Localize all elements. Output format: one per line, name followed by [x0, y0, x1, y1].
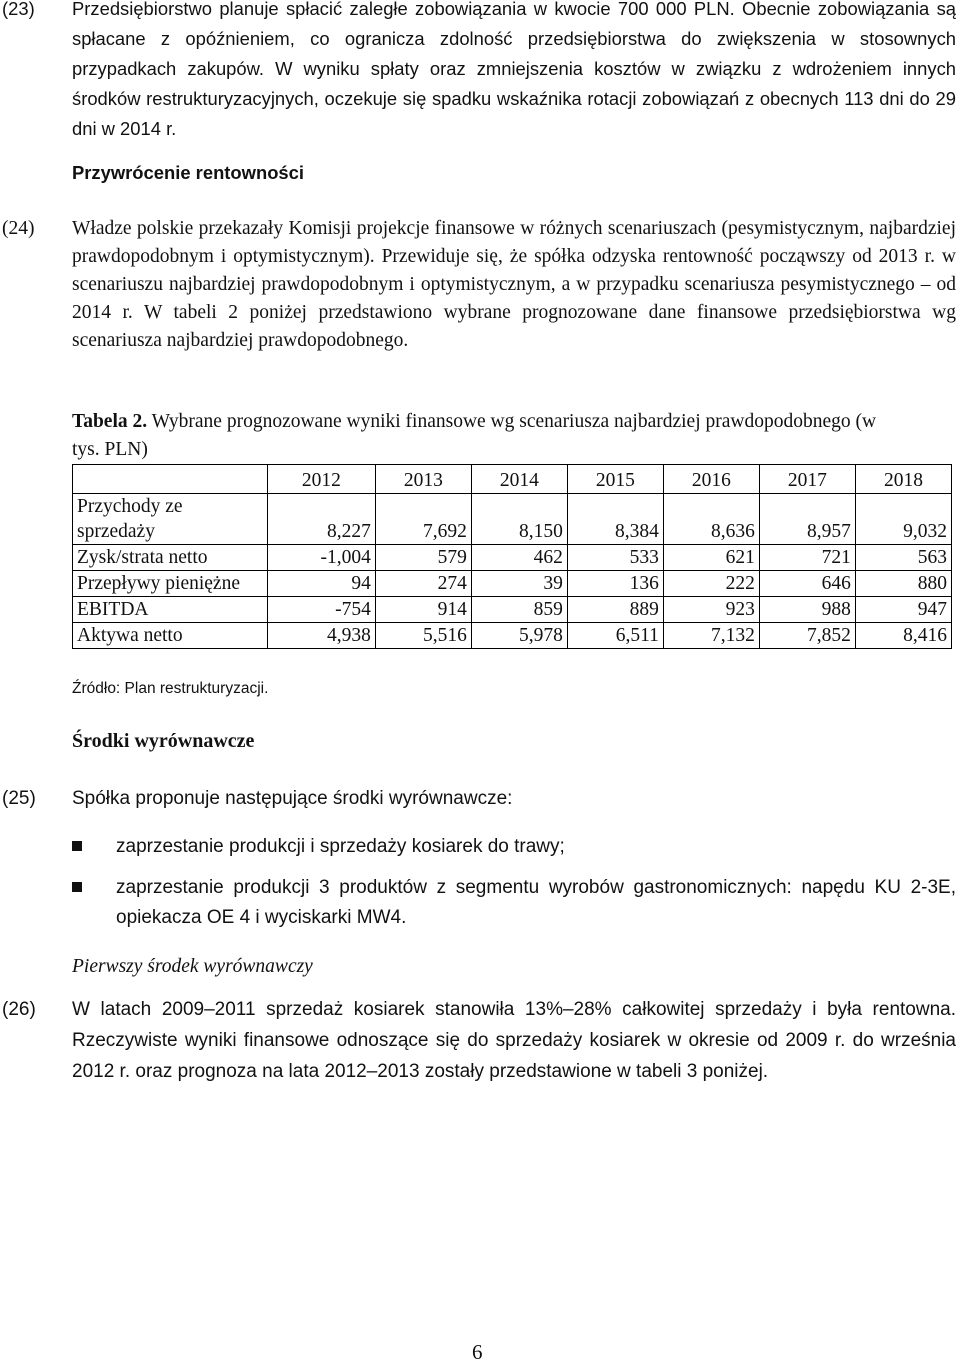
bullet-item: zaprzestanie produkcji i sprzedaży kosiarek do trawy;: [116, 836, 565, 857]
paragraph-text: Władze polskie przekazały Komisji projekcje finansowe w różnych scenariuszach (pesymistycznym, najbardziej prawdopodobnym i optymistycznym). Przewiduje się, że spółka odzyska rentowność począwszy od 2013 r. w scenariuszu najbardziej prawdopodobnym i optymistycznym, a w przypadku scenariusza pesymistycznego – od 2014 r. W tabeli 2 poniżej przedstawiono wybrane prognozowane dane finansowe przedsiębiorstwa wg scenariusza najbardziej prawdopodobnego.: [72, 218, 956, 351]
table-cell: 222: [663, 571, 759, 597]
table-row: [73, 623, 952, 649]
table-cell: 579: [375, 545, 471, 571]
table-cell: 914: [375, 597, 471, 623]
table-cell: 880: [855, 571, 951, 597]
row-label: Przepływy pieniężne: [73, 571, 268, 597]
table-row: [73, 571, 952, 597]
table-cell: 889: [567, 597, 663, 623]
table-source-note: Źródło: Plan restrukturyzacji.: [72, 680, 269, 697]
row-label: Zysk/strata netto: [73, 545, 268, 571]
table-cell: 5,978: [471, 623, 567, 649]
table-label: Tabela 2.: [72, 411, 148, 432]
paragraph-text: Przedsiębiorstwo planuje spłacić zaległe zobowiązania w kwocie 700 000 PLN. Obecnie zobowiązania są spłacane z opóźnieniem, co ogranicza zdolność przedsiębiorstwa do zwiększenia w stosownych przypadkach zakupów. W wyniku spłaty oraz zmniejszenia kosztów w związku z wdrożeniem innych środków restrukturyzacyjnych, oczekuje się spadku wskaźnika rotacji zobowiązań z obecnych 113 dni do 29 dni w 2014 r.: [72, 0, 956, 139]
table-cell: 563: [855, 545, 951, 571]
section-heading: Środki wyrównawcze: [72, 730, 255, 752]
table-cell: 7,132: [663, 623, 759, 649]
paragraph-number: (25): [2, 788, 36, 809]
paragraph-number: (23): [2, 0, 35, 19]
table-cell: -754: [268, 597, 376, 623]
paragraph-number: (26): [2, 999, 36, 1020]
year-header: 2014: [471, 465, 567, 494]
table-cell: 6,511: [567, 623, 663, 649]
table-caption: [72, 408, 892, 464]
table-cell: 8,384: [567, 494, 663, 545]
table-cell: 8,636: [663, 494, 759, 545]
table-cell: 859: [471, 597, 567, 623]
table-cell: 7,692: [375, 494, 471, 545]
table-cell: 721: [759, 545, 855, 571]
table-header-row: [73, 465, 952, 494]
table-cell: 7,852: [759, 623, 855, 649]
section-heading: Przywrócenie rentowności: [72, 162, 304, 183]
table-cell: 533: [567, 545, 663, 571]
table-cell: 9,032: [855, 494, 951, 545]
row-label: EBITDA: [73, 597, 268, 623]
table-cell: 4,938: [268, 623, 376, 649]
table-cell: 8,416: [855, 623, 951, 649]
year-header: 2016: [663, 465, 759, 494]
financial-table: [72, 464, 952, 649]
page-number: 6: [472, 1340, 483, 1364]
table-cell: 39: [471, 571, 567, 597]
table-cell: 923: [663, 597, 759, 623]
bullet-square-icon: [72, 882, 82, 892]
table-cell: 94: [268, 571, 376, 597]
paragraph-text: Spółka proponuje następujące środki wyrównawcze:: [72, 788, 513, 809]
table-cell: 621: [663, 545, 759, 571]
table-caption-text: Wybrane prognozowane wyniki finansowe wg scenariusza najbardziej prawdopodobnego (w tys. PLN): [72, 411, 877, 460]
table-row: [73, 597, 952, 623]
paragraph-number: (24): [2, 218, 35, 239]
table-cell: 8,227: [268, 494, 376, 545]
subsection-heading: Pierwszy środek wyrównawczy: [72, 956, 313, 977]
row-label: Przychody ze sprzedaży: [73, 494, 268, 545]
year-header: 2018: [855, 465, 951, 494]
table-cell: 274: [375, 571, 471, 597]
table-cell: 8,957: [759, 494, 855, 545]
table-row: [73, 494, 952, 545]
table-cell: 947: [855, 597, 951, 623]
table-corner-cell: [73, 465, 268, 494]
year-header: 2015: [567, 465, 663, 494]
row-label: Aktywa netto: [73, 623, 268, 649]
year-header: 2013: [375, 465, 471, 494]
bullet-item: zaprzestanie produkcji 3 produktów z segmentu wyrobów gastronomicznych: napędu KU 2-3E, opiekacza OE 4 i wyciskarki MW4.: [116, 877, 956, 928]
bullet-square-icon: [72, 841, 82, 851]
paragraph-text: W latach 2009–2011 sprzedaż kosiarek stanowiła 13%–28% całkowitej sprzedaży i była rentowna. Rzeczywiste wyniki finansowe odnoszące się do sprzedaży kosiarek w okresie od 2009 r. do września 2012 r. oraz prognoza na lata 2012–2013 zostały przedstawione w tabeli 3 poniżej.: [72, 999, 956, 1082]
table-cell: 462: [471, 545, 567, 571]
table-cell: 5,516: [375, 623, 471, 649]
table-cell: -1,004: [268, 545, 376, 571]
table-cell: 646: [759, 571, 855, 597]
table-row: [73, 545, 952, 571]
table-cell: 988: [759, 597, 855, 623]
year-header: 2012: [268, 465, 376, 494]
table-cell: 136: [567, 571, 663, 597]
year-header: 2017: [759, 465, 855, 494]
table-cell: 8,150: [471, 494, 567, 545]
